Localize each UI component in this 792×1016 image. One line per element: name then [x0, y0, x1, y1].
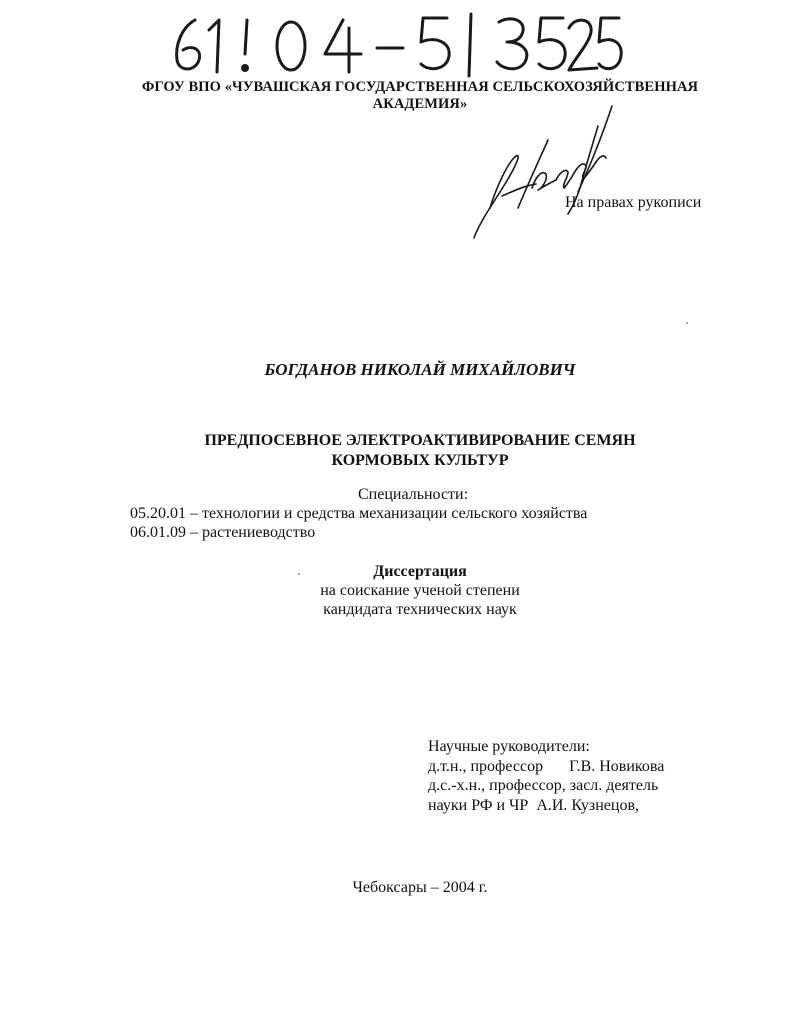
- scan-speck: [686, 322, 688, 324]
- advisor-2-line-2: науки РФ и ЧР А.И. Кузнецов,: [428, 796, 639, 814]
- advisor-1-title: д.т.н., профессор: [428, 757, 544, 775]
- handwritten-signature: [462, 96, 622, 246]
- specialty-item-2: 06.01.09 – растениеводство: [130, 524, 316, 541]
- advisors-heading: Научные руководители:: [428, 738, 590, 755]
- dissertation-line-2: кандидата технических наук: [323, 601, 517, 618]
- rights-note: На правах рукописи: [565, 194, 702, 211]
- organization-line-2: АКАДЕМИЯ»: [372, 96, 468, 112]
- dissertation-line-1: на соискание ученой степени: [320, 582, 520, 599]
- specialties-heading: Специальности:: [358, 486, 469, 503]
- advisors-block: [428, 737, 664, 815]
- advisor-1: [428, 757, 664, 777]
- handwritten-catalog-number: [165, 6, 625, 78]
- dissertation-heading: Диссертация: [373, 563, 467, 580]
- organization-header: [100, 79, 740, 113]
- title-line-2: КОРМОВЫХ КУЛЬТУР: [331, 452, 509, 469]
- title-line-1: ПРЕДПОСЕВНОЕ ЭЛЕКТРОАКТИВИРОВАНИЕ СЕМЯН: [204, 432, 636, 449]
- dissertation-block: [220, 562, 620, 619]
- organization-line-1: ФГОУ ВПО «ЧУВАШСКАЯ ГОСУДАРСТВЕННАЯ СЕЛЬСКОХОЗЯЙСТВЕННАЯ: [141, 79, 699, 95]
- advisor-1-name: Г.В. Новикова: [569, 757, 665, 775]
- advisor-2-line-1: д.с.-х.н., профессор, засл. деятель: [428, 777, 659, 794]
- scan-speck: [298, 573, 300, 575]
- dissertation-title: [120, 431, 720, 471]
- place-and-year: Чебоксары – 2004 г.: [352, 879, 488, 896]
- specialty-item-1: 05.20.01 – технологии и средства механизации сельского хозяйства: [130, 505, 588, 522]
- author-name: БОГДАНОВ НИКОЛАЙ МИХАЙЛОВИЧ: [264, 360, 576, 379]
